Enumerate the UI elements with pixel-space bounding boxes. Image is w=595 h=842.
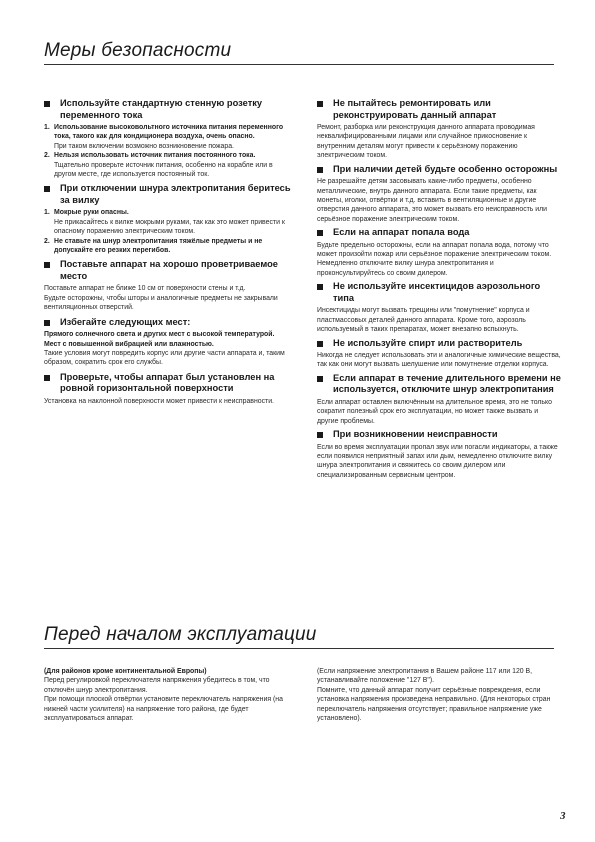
paragraph: Ремонт, разборка или реконструкция данного аппарата проводимая неквалифицированными лицами или случайное прикосновение к внутренним деталям могут привести к серьёзному поражению электрическим током. (317, 124, 535, 160)
paragraph: Никогда не следует использовать эти и аналогичные химические вещества, так как они могут вызвать шелушение или помутнение отделки корпуса. (317, 352, 561, 369)
section-title: Перед началом эксплуатации (44, 624, 317, 645)
section-rule (44, 648, 554, 649)
heading-children: При наличии детей будьте особенно осторожны (317, 164, 561, 176)
heading-solvents: Не используйте спирт или растворитель (317, 338, 561, 350)
numbered-item: 2. Нельзя использовать источник питания постоянного тока. (44, 152, 256, 160)
paragraph: Такие условия могут повредить корпус или другие части аппарата и, таким образом, сократить срок его службы. (44, 350, 285, 367)
item-note: При таком включении возможно возникновение пожара. (54, 142, 234, 150)
heading-water: Если на аппарат попала вода (317, 227, 561, 239)
heading-insecticides: Не используйте инсектицидов аэрозольного типа (317, 281, 561, 304)
numbered-item: 2. Не ставьте на шнур электропитания тяжёлые предметы и не допускайте его резких перегибов. (44, 237, 263, 255)
heading-no-repair: Не пытайтесь ремонтировать или реконструировать данный аппарат (317, 98, 561, 121)
paragraph: Будьте осторожны, чтобы шторы и аналогичные предметы не закрывали вентиляционных отверстий. (44, 294, 278, 312)
heading-wall-outlet: Используйте стандартную стенную розетку переменного тока (44, 98, 294, 121)
bullet-square-icon (44, 101, 50, 107)
bullet-square-icon (317, 376, 323, 382)
item-note: Не прикасайтесь к вилке мокрыми руками, так как это может привести к опасному поражению электрическим током. (54, 218, 285, 236)
item-note: Тщательно проверьте источник питания, особенно на корабле или в другом месте, где используется постоянный ток. (54, 161, 273, 179)
paragraph: (Если напряжение электропитания в Вашем районе 117 или 120 В, устанавливайте положение "127 В"). (317, 668, 533, 685)
bullet-square-icon (317, 432, 323, 438)
paragraph: Установка на наклонной поверхности может привести к неисправности. (44, 397, 274, 405)
title-rule (44, 64, 554, 65)
paragraph: Поставьте аппарат не ближе 10 см от поверхности стены и т.д. (44, 285, 246, 293)
bold-line: Мест с повышенной вибрацией или влажностью. (44, 340, 214, 348)
paragraph: Не разрешайте детям засовывать какие-либо предметы, особенно металлические, внутрь данного аппарата. Если такие предметы, как монеты, иголки, отвёртки и т.д. вставить в вентиляционные и другие отверстия данного аппарата, это может вызвать его неисправность или серьёзное поражение электрическим током. (317, 178, 548, 223)
bullet-square-icon (44, 320, 50, 326)
heading-malfunction: При возникновении неисправности (317, 429, 561, 441)
bullet-square-icon (44, 186, 50, 192)
numbered-item: 1. Использование высоковольтного источника питания переменного тока, такого как для кондиционера воздуха, очень опасно. (44, 124, 284, 141)
region-note: (Для районов кроме континентальной Европы) (44, 668, 207, 675)
bullet-square-icon (317, 284, 323, 290)
heading-avoid-places: Избегайте следующих мест: (44, 317, 294, 329)
page-title: Меры безопасности (44, 40, 232, 61)
paragraph: Если во время эксплуатации пропал звук или погасли индикаторы, а также если появился неприятный запах или дым, немедленно отключите вилку шнура электропитания и свяжитесь со своим дилером или специализированным сервисным центром. (317, 443, 558, 479)
numbered-item: 1. Мокрые руки опасны. (44, 209, 129, 217)
paragraph: Инсектициды могут вызвать трещины или "помутнение" корпуса и пластмассовых деталей данного аппарата. Кроме того, аэрозоль используемый в таких препаратах, может внезапно вспыхнуть. (317, 307, 530, 334)
before-use-right-column (317, 667, 561, 723)
bullet-square-icon (44, 262, 50, 268)
paragraph: Помните, что данный аппарат получит серьёзные повреждения, если установка напряжения произведена неправильно. (Для некоторых стран переключатель напряжения отсутствует; правильное напряжение уже установлено). (317, 686, 551, 723)
bullet-square-icon (44, 375, 50, 381)
safety-right-column (317, 98, 561, 480)
heading-level-surface: Проверьте, чтобы аппарат был установлен на ровной горизонтальной поверхности (44, 372, 294, 395)
safety-left-column (44, 98, 294, 406)
paragraph: При помощи плоской отвёртки установите переключатель напряжения (на нижней части усилителя) на напряжение того района, где будет эксплуатироваться аппарат. (44, 696, 283, 723)
bullet-square-icon (317, 341, 323, 347)
bold-line: Прямого солнечного света и других мест с высокой температурой. (44, 331, 275, 339)
bullet-square-icon (317, 167, 323, 173)
heading-ventilation: Поставьте аппарат на хорошо проветриваемое место (44, 259, 294, 282)
paragraph: Будьте предельно осторожны, если на аппарат попала вода, потому что может произойти пожар или серьёзное поражение электрическим током. Немедленно отключите вилку шнура электропитания и проконсультируйтесь со своим дилером. (317, 241, 552, 277)
paragraph: Если аппарат оставлен включённым на длительное время, это не только сократит полезный срок его эксплуатации, но может также вызвать и другие проблемы. (317, 398, 552, 425)
heading-long-disuse: Если аппарат в течение длительного времени не используется, отключите шнур электропитания (317, 373, 561, 396)
bullet-square-icon (317, 230, 323, 236)
heading-unplug: При отключении шнура электропитания беритесь за вилку (44, 183, 294, 206)
before-use-left-column (44, 667, 294, 723)
bullet-square-icon (317, 101, 323, 107)
paragraph: Перед регулировкой переключателя напряжения убедитесь в том, что отключён шнур электропитания. (44, 677, 270, 694)
page-number: 3 (560, 810, 566, 822)
